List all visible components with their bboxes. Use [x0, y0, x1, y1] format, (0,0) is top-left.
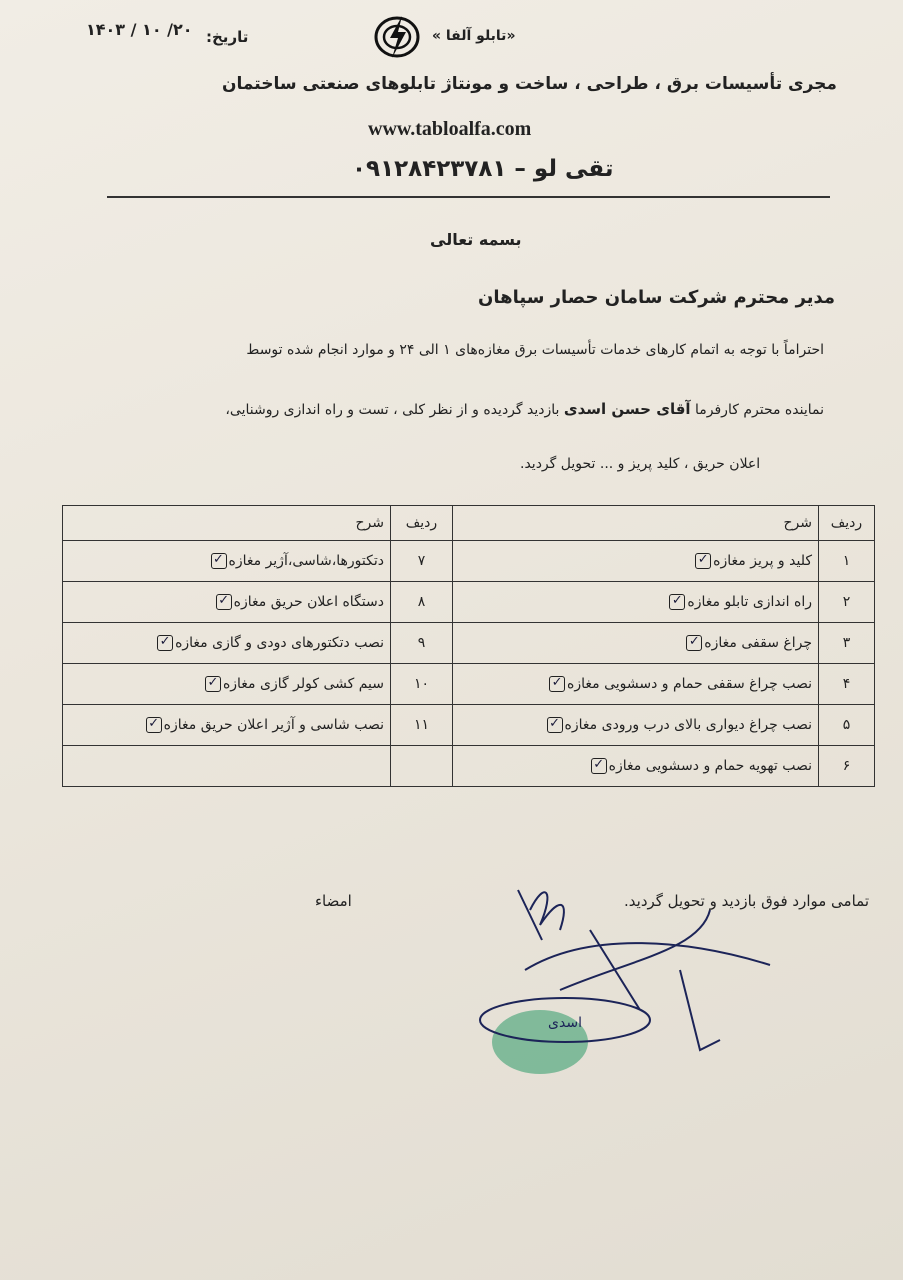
item-description: نصب شاسی و آژیر اعلان حریق مغازه — [163, 717, 384, 733]
row-number: ۲ — [819, 582, 875, 623]
row-number: ۱۱ — [391, 705, 453, 746]
item-description-cell — [453, 623, 819, 664]
item-description-cell — [63, 541, 391, 582]
header-description: شرح — [63, 506, 391, 541]
item-description: نصب چراغ دیواری بالای درب ورودی مغازه — [564, 717, 812, 733]
checkmark-icon: ✓ — [669, 594, 685, 610]
row-number: ۹ — [391, 623, 453, 664]
representative-name: آقای حسن اسدی — [563, 400, 691, 418]
contact-phone: تقی لو – ۰۹۱۲۸۴۲۳۷۸۱ — [352, 156, 614, 182]
item-description: نصب چراغ سقفی حمام و دسشویی مغازه — [567, 676, 812, 692]
checkmark-icon: ✓ — [146, 717, 162, 733]
date-value: ۱۴۰۳ / ۱۰ /۲۰ — [86, 20, 193, 39]
header-divider — [107, 196, 830, 198]
row-number: ۶ — [819, 746, 875, 787]
row-number: ۱۰ — [391, 664, 453, 705]
item-description: کلید و پریز مغازه — [713, 553, 812, 569]
item-description: چراغ سقفی مغازه — [704, 635, 812, 651]
item-description-cell — [453, 746, 819, 787]
checkmark-icon: ✓ — [211, 553, 227, 569]
signature-name: اسدی — [548, 1015, 582, 1031]
date-label: تاریخ: — [206, 28, 249, 46]
header-description: شرح — [453, 506, 819, 541]
body-line-2-prefix: نماینده محترم کارفرما — [695, 402, 824, 418]
table-row — [63, 746, 875, 787]
table-row — [63, 664, 875, 705]
checkmark-icon: ✓ — [686, 635, 702, 651]
item-description-cell — [453, 582, 819, 623]
signature-stroke — [518, 890, 564, 940]
completion-note: تمامی موارد فوق بازدید و تحویل گردید. — [624, 892, 870, 910]
item-description-cell — [63, 582, 391, 623]
row-number: ۳ — [819, 623, 875, 664]
brand-name: «تابلو آلفا » — [432, 28, 516, 44]
checkmark-icon: ✓ — [157, 635, 173, 651]
item-description-cell — [453, 705, 819, 746]
item-description-cell — [63, 705, 391, 746]
company-logo-icon — [372, 12, 422, 62]
checkmark-icon: ✓ — [547, 717, 563, 733]
checkmark-icon: ✓ — [591, 758, 607, 774]
item-description: نصب تهویه حمام و دسشویی مغازه — [608, 758, 812, 774]
item-description-cell — [63, 746, 391, 787]
checkmark-icon: ✓ — [205, 676, 221, 692]
item-description-cell — [453, 664, 819, 705]
header-row-no: ردیف — [391, 506, 453, 541]
letter-body-line-2 — [112, 400, 824, 418]
item-description-cell — [63, 664, 391, 705]
table-row — [63, 582, 875, 623]
table-row — [63, 623, 875, 664]
signature-label: امضاء — [315, 892, 352, 910]
letter-body-line-1: احتراماً با توجه به اتمام کارهای خدمات تأسیسات برق مغازه‌های ۱ الی ۲۴ و موارد انجام شده توسط — [246, 342, 824, 358]
row-number: ۵ — [819, 705, 875, 746]
item-description: نصب دتکتورهای دودی و گازی مغازه — [175, 635, 384, 651]
checkmark-icon: ✓ — [695, 553, 711, 569]
basmala: بسمه تعالی — [430, 230, 522, 249]
header-row-no: ردیف — [819, 506, 875, 541]
item-description-cell — [63, 623, 391, 664]
row-number: ۸ — [391, 582, 453, 623]
item-description: راه اندازی تابلو مغازه — [687, 594, 812, 610]
website-url: www.tabloalfa.com — [368, 118, 532, 140]
row-number: ۷ — [391, 541, 453, 582]
item-description: دستگاه اعلان حریق مغازه — [233, 594, 384, 610]
row-number — [391, 746, 453, 787]
table-row — [63, 705, 875, 746]
row-number: ۴ — [819, 664, 875, 705]
recipient-line: مدیر محترم شرکت سامان حصار سپاهان — [478, 287, 836, 308]
table-row — [63, 541, 875, 582]
signature-and-stamp — [470, 870, 800, 1100]
checklist-table — [62, 505, 875, 787]
company-tagline: مجری تأسیسات برق ، طراحی ، ساخت و مونتاژ تابلوهای صنعتی ساختمان — [222, 74, 837, 94]
letter-body-line-3: اعلان حریق ، کلید پریز و ... تحویل گردید. — [520, 456, 761, 472]
checkmark-icon: ✓ — [549, 676, 565, 692]
item-description: سیم کشی کولر گازی مغازه — [222, 676, 384, 692]
body-line-2-suffix: بازدید گردیده و از نظر کلی ، تست و راه اندازی روشنایی، — [225, 402, 560, 418]
item-description: دتکتورها،شاسی،آژیر مغازه — [228, 553, 384, 569]
item-description-cell — [453, 541, 819, 582]
row-number: ۱ — [819, 541, 875, 582]
checkmark-icon: ✓ — [216, 594, 232, 610]
table-header-row — [63, 506, 875, 541]
